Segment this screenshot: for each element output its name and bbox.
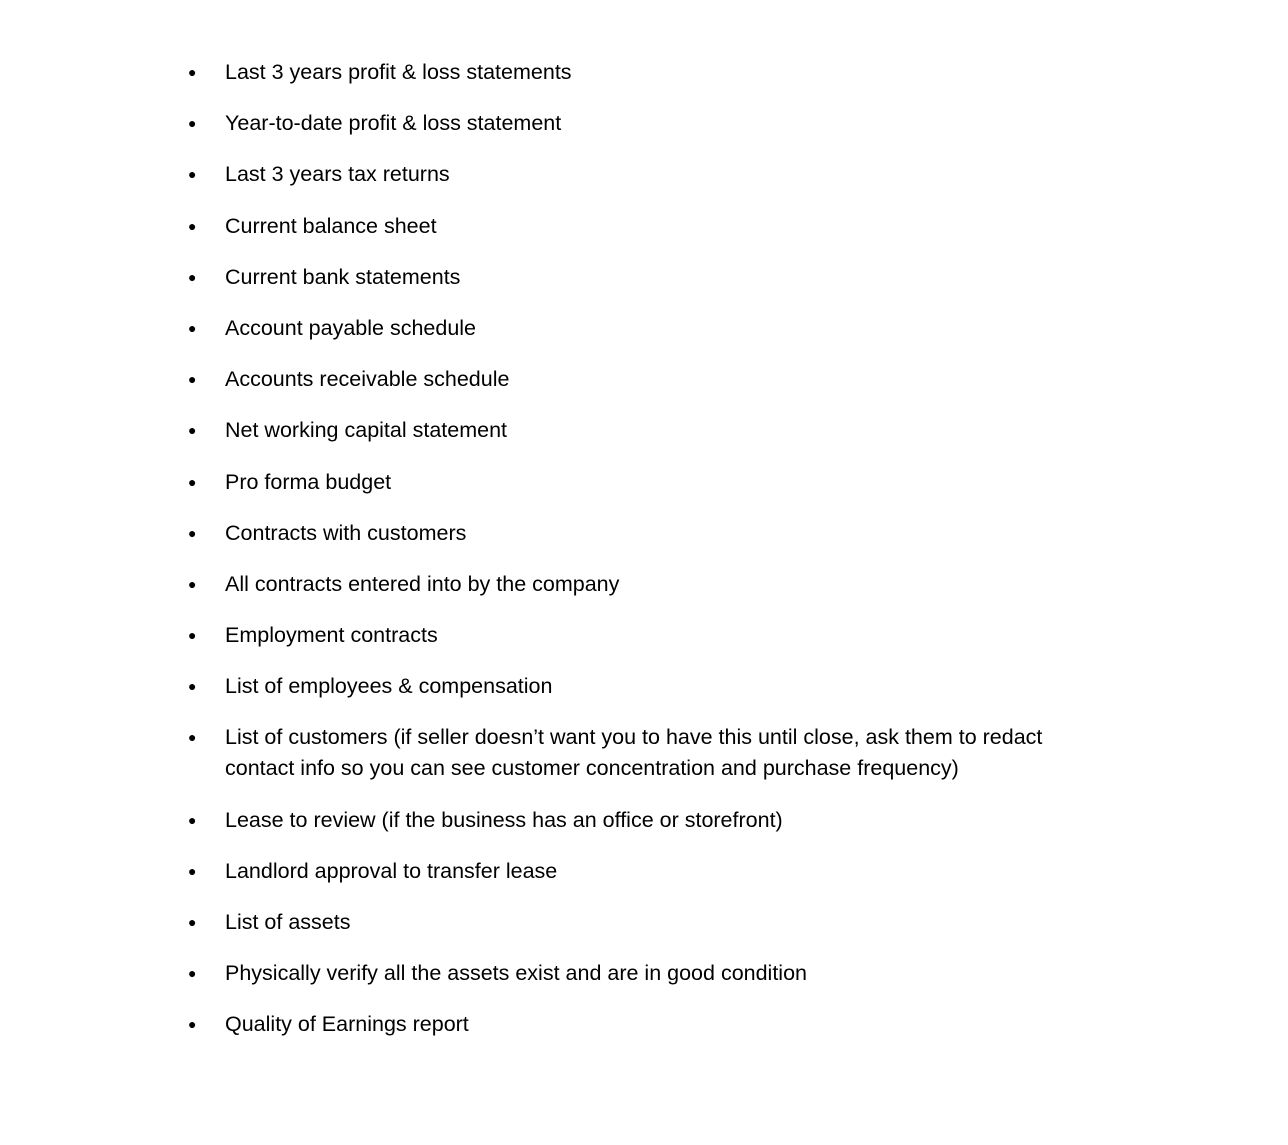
- list-item: [186, 722, 1116, 784]
- bullet-icon: ●: [188, 217, 197, 234]
- list-item: [186, 856, 1116, 887]
- bullet-icon: ●: [188, 64, 197, 80]
- list-item: [186, 57, 1116, 88]
- list-item-text: Accounts receivable schedule: [225, 367, 510, 392]
- list-item-text: Account payable schedule: [225, 315, 477, 340]
- list-item-text: Current bank statements: [225, 264, 461, 289]
- list-item-text: Physically verify all the assets exist and are in good condition: [225, 961, 808, 986]
- list-item-text: Lease to review (if the business has an office or storefront): [225, 807, 783, 832]
- list-item-text: All contracts entered into by the company: [225, 571, 620, 596]
- list-item: [186, 805, 1116, 836]
- list-item: [186, 467, 1116, 498]
- list-item-text: List of assets: [225, 910, 351, 934]
- list-item: [186, 671, 1116, 702]
- bullet-icon: ●: [188, 811, 197, 828]
- list-item-text: Quality of Earnings report: [225, 1012, 469, 1037]
- list-item-text: Year-to-date profit & loss statement: [225, 111, 562, 136]
- bullet-icon: ●: [188, 914, 197, 930]
- list-item: [186, 415, 1116, 446]
- list-item: [186, 211, 1116, 242]
- list-item-text: Current balance sheet: [225, 213, 437, 238]
- bullet-icon: ●: [188, 166, 197, 183]
- list-item: [186, 1009, 1116, 1040]
- list-item: [186, 108, 1116, 139]
- bullet-icon: ●: [188, 524, 197, 541]
- list-item: [186, 907, 1116, 938]
- bullet-icon: ●: [188, 627, 197, 644]
- list-item: [186, 958, 1116, 989]
- bullet-icon: ●: [188, 371, 197, 388]
- due-diligence-checklist: [186, 57, 1116, 1061]
- list-item: [186, 262, 1116, 293]
- list-item: [186, 569, 1116, 600]
- list-item-text: Net working capital statement: [225, 418, 508, 443]
- bullet-icon: ●: [188, 965, 197, 982]
- list-item-text: Pro forma budget: [225, 469, 392, 494]
- list-item-text: Landlord approval to transfer lease: [225, 858, 558, 883]
- bullet-icon: ●: [188, 729, 197, 746]
- list-item-text: Last 3 years profit & loss statements: [225, 60, 572, 84]
- bullet-icon: ●: [188, 862, 197, 879]
- list-item: [186, 518, 1116, 549]
- list-item-text: Last 3 years tax returns: [225, 162, 450, 187]
- bullet-icon: ●: [188, 319, 197, 336]
- list-item: [186, 313, 1116, 344]
- list-item-text: Employment contracts: [225, 623, 438, 648]
- list-item: [186, 620, 1116, 651]
- bullet-icon: ●: [188, 422, 197, 439]
- bullet-icon: ●: [188, 268, 197, 285]
- list-item-text: List of employees & compensation: [225, 674, 553, 699]
- list-item: [186, 159, 1116, 190]
- bullet-icon: ●: [188, 115, 197, 132]
- bullet-icon: ●: [188, 473, 197, 490]
- list-item-text: Contracts with customers: [225, 520, 467, 545]
- bullet-icon: ●: [188, 678, 197, 695]
- bullet-icon: ●: [188, 575, 197, 592]
- list-item-text: List of customers (if seller doesn’t want you to have this until close, ask them to redact contact info so you can see customer concentration and purchase frequency): [225, 725, 1043, 781]
- bullet-icon: ●: [188, 1016, 197, 1033]
- list-item: [186, 364, 1116, 395]
